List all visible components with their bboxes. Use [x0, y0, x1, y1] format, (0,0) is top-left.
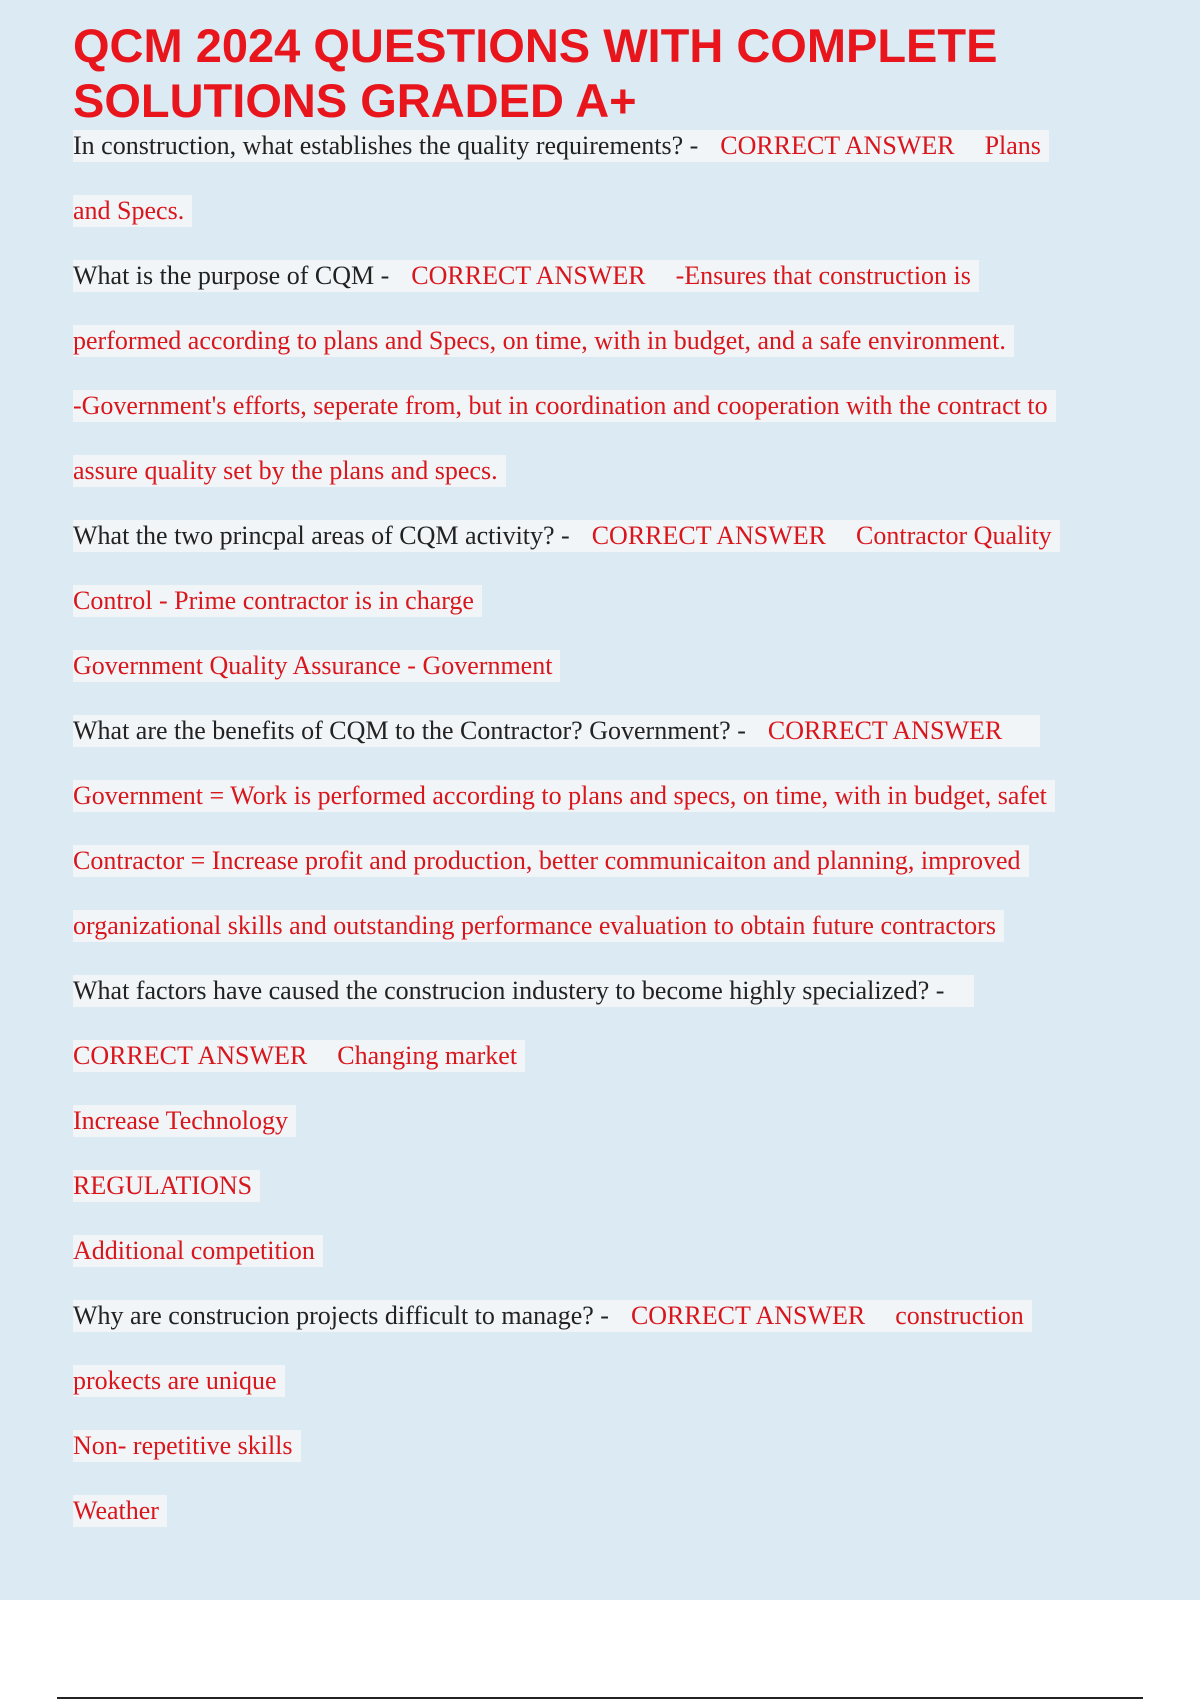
qa-content — [73, 113, 1153, 1543]
answer-text: Plans — [984, 131, 1041, 160]
answer-text: Changing market — [337, 1041, 518, 1070]
qa-line — [73, 1413, 1153, 1478]
correct-answer-marker: CORRECT ANSWER — [630, 1301, 866, 1330]
qa-line — [73, 893, 1153, 958]
answer-text: Government = Work is performed according to plans and specs, on time, with in budget, safet — [73, 781, 1047, 810]
qa-line — [73, 1088, 1153, 1153]
question-text: In construction, what establishes the quality requirements? - — [73, 131, 699, 160]
qa-line — [73, 1478, 1153, 1543]
qa-line — [73, 373, 1153, 438]
answer-text: Non- repetitive skills — [73, 1431, 293, 1460]
answer-text: construction — [895, 1301, 1024, 1330]
document-title: QCM 2024 QUESTIONS WITH COMPLETE SOLUTIONS GRADED A+ — [73, 19, 998, 127]
answer-text: and Specs. — [73, 196, 185, 225]
answer-text: organizational skills and outstanding performance evaluation to obtain future contractors — [73, 911, 996, 940]
qa-line — [73, 568, 1153, 633]
answer-text: Government Quality Assurance - Government — [73, 651, 553, 680]
qa-line — [73, 308, 1153, 373]
correct-answer-marker: CORRECT ANSWER — [767, 716, 1003, 745]
question-text: What are the benefits of CQM to the Contractor? Government? - — [73, 716, 746, 745]
qa-line — [73, 698, 1153, 763]
question-text: What is the purpose of CQM - — [73, 261, 390, 290]
qa-line — [73, 438, 1153, 503]
qa-line — [73, 178, 1153, 243]
answer-text: prokects are unique — [73, 1366, 277, 1395]
qa-line — [73, 828, 1153, 893]
question-text: Why are construcion projects difficult to manage? - — [73, 1301, 609, 1330]
qa-line — [73, 1153, 1153, 1218]
qa-line — [73, 503, 1153, 568]
answer-text: REGULATIONS — [73, 1171, 253, 1200]
answer-text: Increase Technology — [73, 1106, 288, 1135]
footer-divider — [57, 1697, 1143, 1699]
qa-line — [73, 1218, 1153, 1283]
answer-text: Additional competition — [73, 1236, 315, 1265]
question-text: What the two princpal areas of CQM activity? - — [73, 521, 570, 550]
answer-text: Weather — [73, 1496, 159, 1525]
qa-line — [73, 1348, 1153, 1413]
correct-answer-marker: CORRECT ANSWER — [591, 521, 826, 550]
answer-text: Control - Prime contractor is in charge — [73, 586, 474, 615]
answer-text: Contractor = Increase profit and production, better communicaiton and planning, improved — [73, 846, 1021, 875]
qa-line — [73, 1283, 1153, 1348]
qa-line — [73, 633, 1153, 698]
correct-answer-marker: CORRECT ANSWER — [73, 1041, 308, 1070]
correct-answer-marker: CORRECT ANSWER — [720, 131, 955, 160]
qa-line — [73, 1023, 1153, 1088]
correct-answer-marker: CORRECT ANSWER — [411, 261, 646, 290]
answer-text: performed according to plans and Specs, on time, with in budget, and a safe environment. — [73, 326, 1006, 355]
answer-text: -Government's efforts, seperate from, but in coordination and cooperation with the contract to — [73, 391, 1048, 420]
qa-line — [73, 763, 1153, 828]
qa-line — [73, 243, 1153, 308]
qa-line — [73, 113, 1153, 178]
answer-text: -Ensures that construction is — [675, 261, 971, 290]
answer-text: assure quality set by the plans and specs. — [73, 456, 498, 485]
answer-text: Contractor Quality — [856, 521, 1052, 550]
qa-line — [73, 958, 1153, 1023]
question-text: What factors have caused the construcion industery to become highly specialized? - — [73, 976, 945, 1005]
